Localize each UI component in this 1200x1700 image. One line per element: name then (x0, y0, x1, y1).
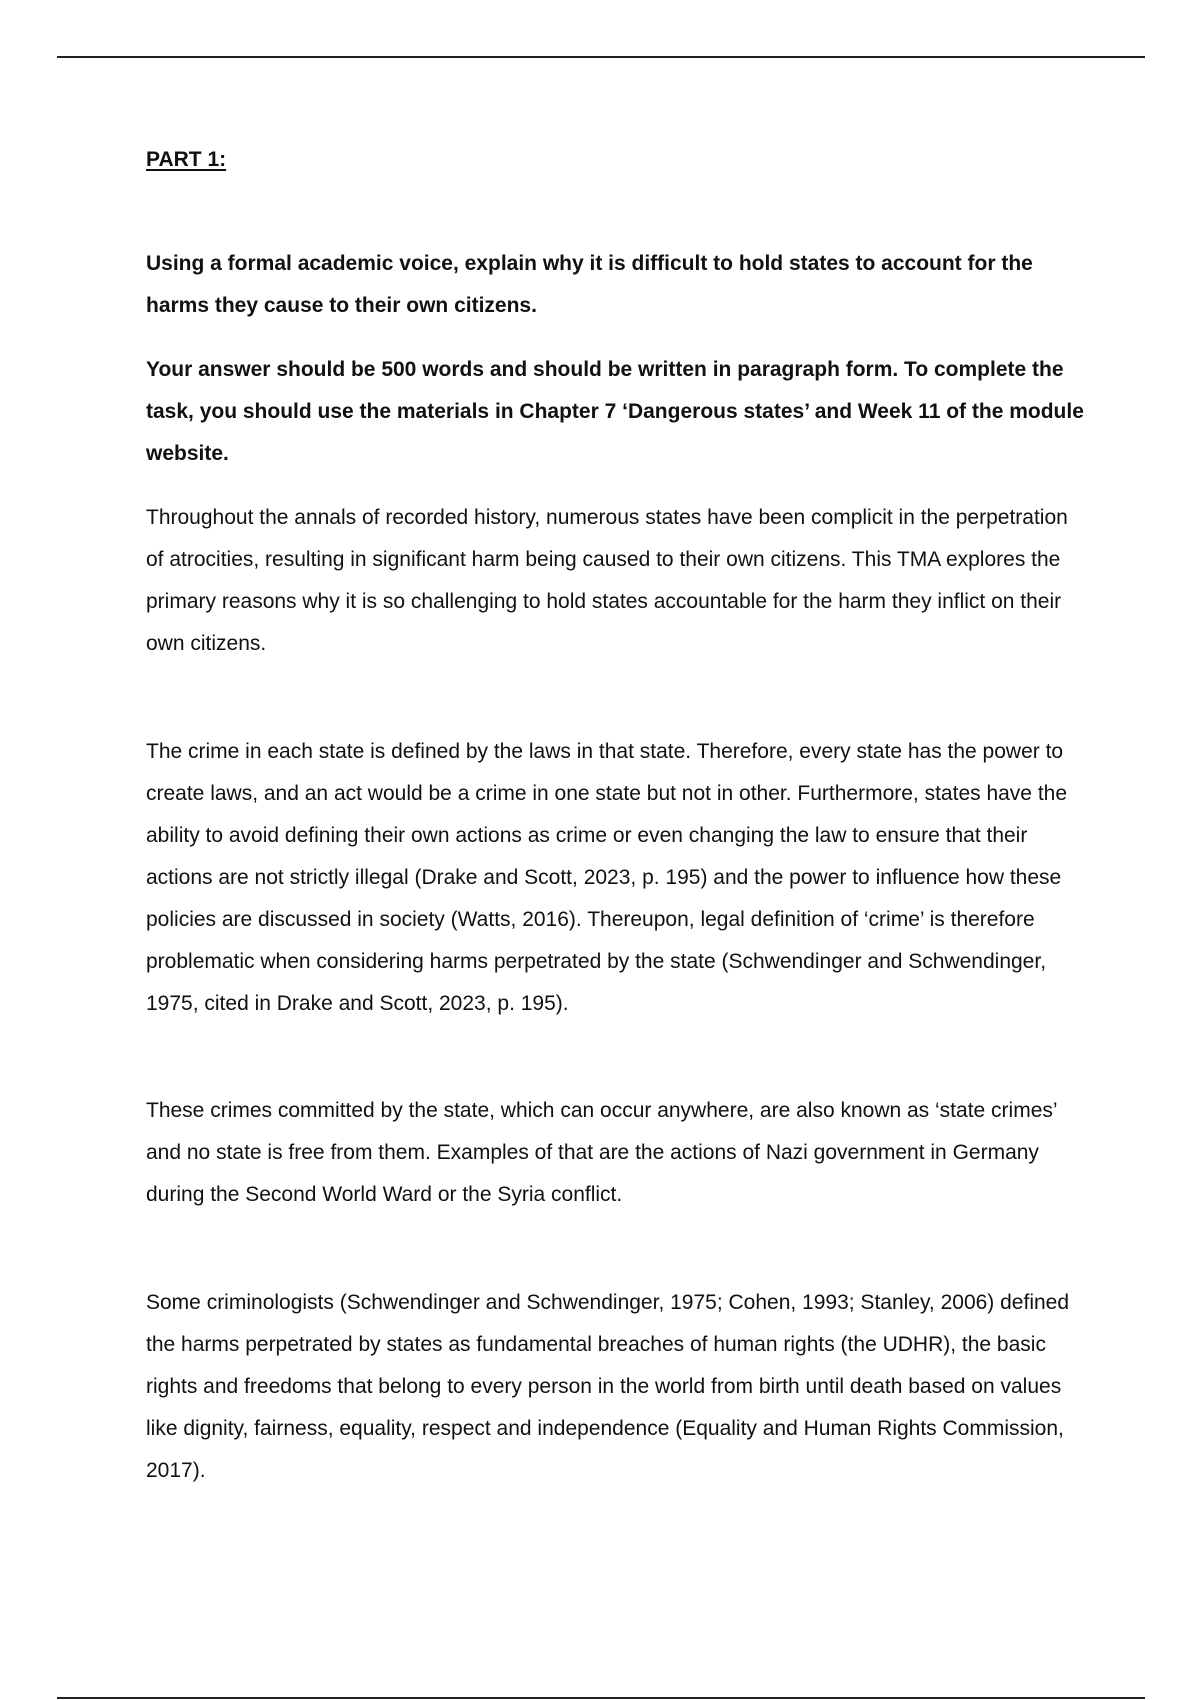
document-body (146, 143, 1086, 1492)
instructions-text: Your answer should be 500 words and should be written in paragraph form. To complete the task, you should use the materials in Chapter 7 ‘Dangerous states’ and Week 11 of the module website. (146, 358, 1084, 465)
paragraph-human-rights: Some criminologists (Schwendinger and Schwendinger, 1975; Cohen, 1993; Stanley, 2006) defined the harms perpetrated by states as fundamental breaches of human rights (the UDHR), the basic rights and freedoms that belong to every person in the world from birth until death based on values like dignity, fairness, equality, respect and independence (Equality and Human Rights Commission, 2017). (146, 1291, 1070, 1482)
part-heading: PART 1: (146, 148, 227, 171)
header-rule (57, 56, 1145, 58)
footer-rule (57, 1697, 1145, 1699)
paragraph-crime-definition: The crime in each state is defined by the laws in that state. Therefore, every state has the power to create laws, and an act would be a crime in one state but not in other. Furthermore, states have the ability to avoid defining their own actions as crime or even changing the law to ensure that their actions are not strictly illegal (Drake and Scott, 2023, p. 195) and the power to influence how these policies are discussed in society (Watts, 2016). Thereupon, legal definition of ‘crime’ is therefore problematic when considering harms perpetrated by the state (Schwendinger and Schwendinger, 1975, cited in Drake and Scott, 2023, p. 195). (146, 740, 1068, 1015)
paragraph-introduction: Throughout the annals of recorded history, numerous states have been complicit in the perpetration of atrocities, resulting in significant harm being caused to their own citizens. This TMA explores the primary reasons why it is so challenging to hold states accountable for the harm they inflict on their own citizens. (146, 506, 1068, 655)
paragraph-state-crimes: These crimes committed by the state, which can occur anywhere, are also known as ‘state crimes’ and no state is free from them. Examples of that are the actions of Nazi government in Germany during the Second World Ward or the Syria conflict. (146, 1099, 1057, 1206)
question-text: Using a formal academic voice, explain why it is difficult to hold states to account for the harms they cause to their own citizens. (146, 252, 1033, 317)
